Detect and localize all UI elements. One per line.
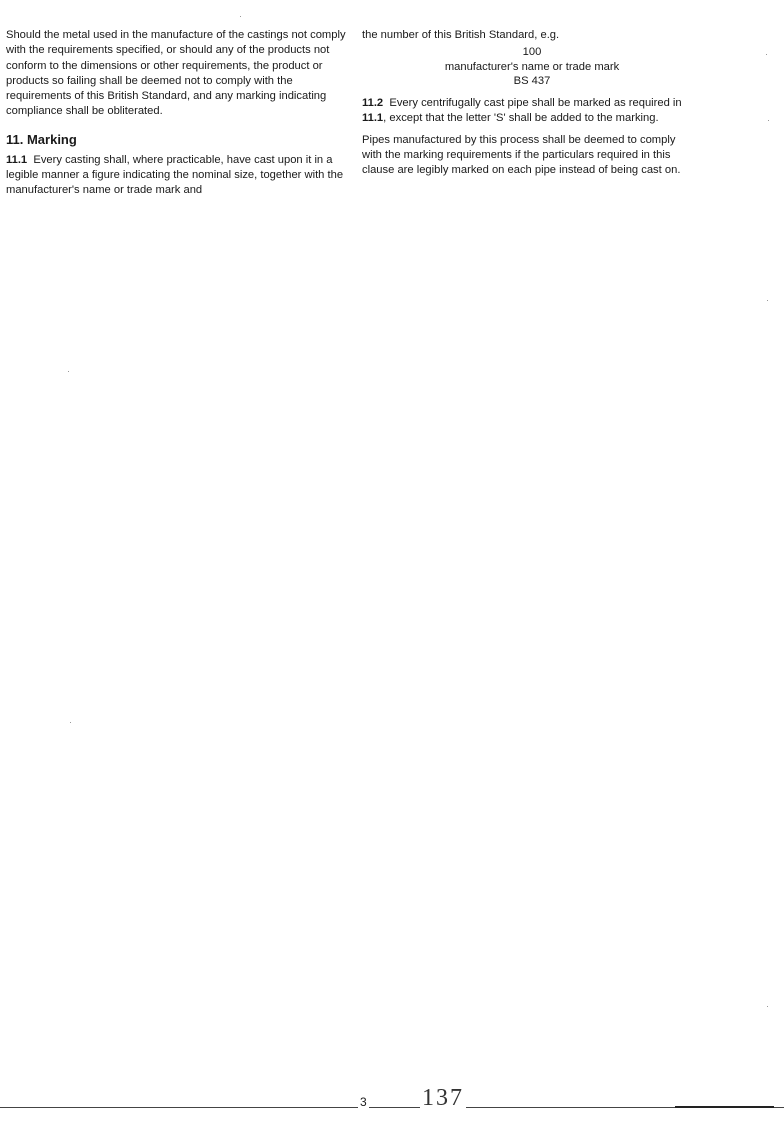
clause-11-1 (6, 153, 346, 199)
scan-speck (767, 300, 768, 301)
footer-rule-thick (675, 1106, 774, 1108)
scan-speck (68, 371, 69, 372)
right-column (362, 28, 692, 185)
clause-11-1-text: Every casting shall, where practicable, have cast upon it in a legible manner a figure indicating the nominal size, together with the manufacturer's name or trade mark and (6, 153, 344, 197)
clause-11-2-number: 11.2 (362, 97, 384, 110)
continuation-text: the number of this British Standard, e.g. (362, 29, 560, 41)
scan-speck (767, 1006, 768, 1007)
intro-paragraph: Should the metal used in the manufacture of the castings not comply with the requirements specified, or should any of the products not conform to the dimensions or other requirements, the product or products so failing shall be deemed not to comply with the requirements of this British Standard, and any marking indicating compliance shall be obliterated. (6, 29, 346, 118)
clause-11-1-number: 11.1 (6, 153, 28, 166)
section-heading-marking: 11. Marking (6, 131, 77, 147)
clause-11-2-text-a: Every centrifugally cast pipe shall be marked as required in (389, 97, 682, 110)
footer-rule (0, 1107, 784, 1108)
scan-speck (70, 722, 71, 723)
left-column (6, 28, 346, 205)
clause-11-2-ref: 11.1 (362, 112, 384, 125)
page-number: 3 (360, 1095, 367, 1109)
scan-speck (768, 120, 769, 121)
clause-11-2 (362, 96, 692, 127)
final-paragraph: Pipes manufactured by this process shall be deemed to comply with the marking requirements if the particulars required in this clause are legibly marked on each pipe instead of being cast on. (362, 133, 681, 177)
marking-example (362, 45, 692, 89)
clause-11-2-text-b: , except that the letter 'S' shall be added to the marking. (383, 112, 659, 125)
example-size: 100 (522, 46, 542, 59)
scan-speck (766, 54, 767, 55)
stamp-number: 137 (422, 1085, 464, 1111)
example-manufacturer: manufacturer's name or trade mark (444, 60, 620, 73)
scan-speck (240, 16, 241, 17)
example-standard: BS 437 (513, 75, 551, 88)
